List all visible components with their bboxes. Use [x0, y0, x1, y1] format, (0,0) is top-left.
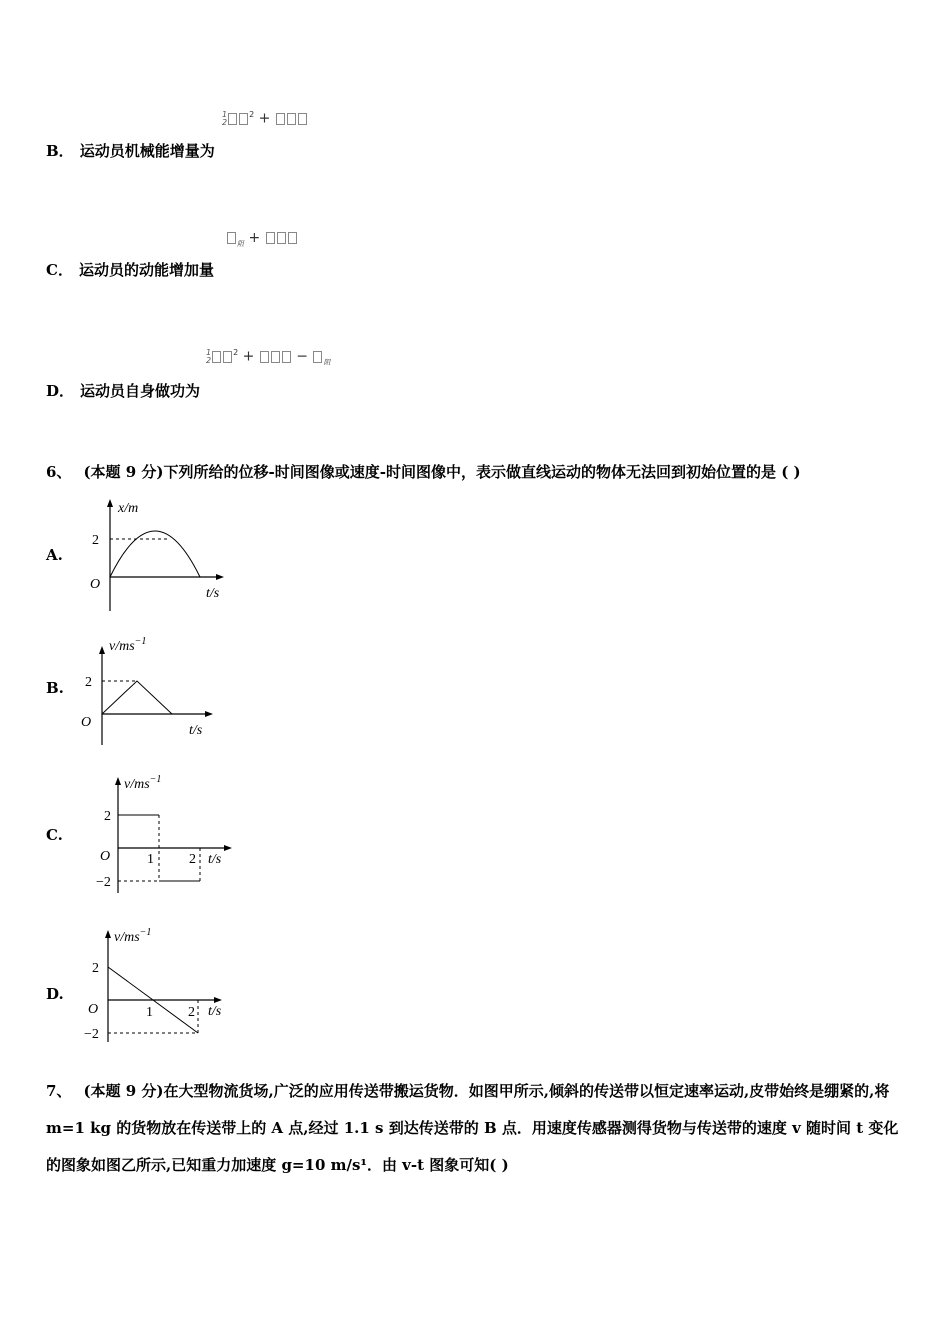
y-tick: 2 — [92, 533, 99, 548]
x-axis-label: t/s — [206, 586, 220, 601]
q6-option-c-label: C. — [46, 826, 63, 844]
option-b: B． 运动员机械能增量为 — [46, 142, 215, 160]
x-axis-label: t/s — [208, 852, 222, 867]
x-tick-1: 1 — [146, 1005, 153, 1020]
y-tick-positive: 2 — [92, 961, 99, 976]
question-7: 7、 (本题 9 分)在大型物流货场,广泛的应用传送带搬运货物．如图甲所示,倾斜的传送带以恒定速率运动,皮带始终是绷紧的,将 m=1 kg 的货物放在传送带上的 A 点,经过 1.1 s 到达传送带的 B 点．用速度传感器测得货物与传送带的速度 v 随时间 t 变化的图象如图乙所示,已知重力加速度 g=10 m/s¹．由 v-t 图象可知( ) — [46, 1082, 899, 1174]
x-tick-1: 1 — [147, 852, 154, 867]
x-axis-label: t/s — [208, 1004, 222, 1019]
option-c: C． 运动员的动能增加量 — [46, 261, 214, 279]
q6-graph-d — [80, 922, 235, 1044]
origin: O — [81, 715, 92, 730]
q6-option-b-label: B. — [46, 679, 64, 697]
option-d: D． 运动员自身做功为 — [46, 382, 201, 400]
y-tick-positive: 2 — [104, 809, 111, 824]
question-6: 6、 (本题 9 分)下列所给的位移-时间图像或速度-时间图像中，表示做直线运动的物体无法回到初始位置的是 ( ) — [46, 463, 801, 481]
origin: O — [90, 577, 101, 592]
y-tick-negative: −2 — [96, 875, 111, 890]
x-axis-label: t/s — [189, 723, 203, 738]
y-axis-label: x/m — [118, 501, 139, 516]
fraction: 1 2 — [222, 109, 228, 127]
origin: O — [100, 849, 111, 864]
y-axis-label: $v/ms^{-1}$ — [109, 636, 147, 654]
y-axis-label: $v/ms^{-1}$ — [124, 774, 162, 792]
formula-c: $_阻$ + — [226, 230, 298, 249]
x-tick-2: 2 — [188, 1005, 195, 1020]
formula-b: 1 $2^2$ + — [222, 110, 308, 127]
y-axis-label: $v/ms^{-1}$ — [114, 927, 152, 945]
origin: O — [88, 1002, 99, 1017]
q6-option-d-label: D. — [46, 985, 64, 1003]
q6-graph-c — [90, 765, 240, 895]
formula-d: 1 $2^2$ + − $_阻$ — [206, 347, 331, 367]
y-tick: 2 — [85, 675, 92, 690]
q6-graph-b — [75, 630, 225, 745]
y-tick-negative: −2 — [84, 1027, 99, 1042]
q6-option-a-label: A. — [46, 546, 63, 564]
x-tick-2: 2 — [189, 852, 196, 867]
q6-graph-a — [80, 493, 230, 613]
